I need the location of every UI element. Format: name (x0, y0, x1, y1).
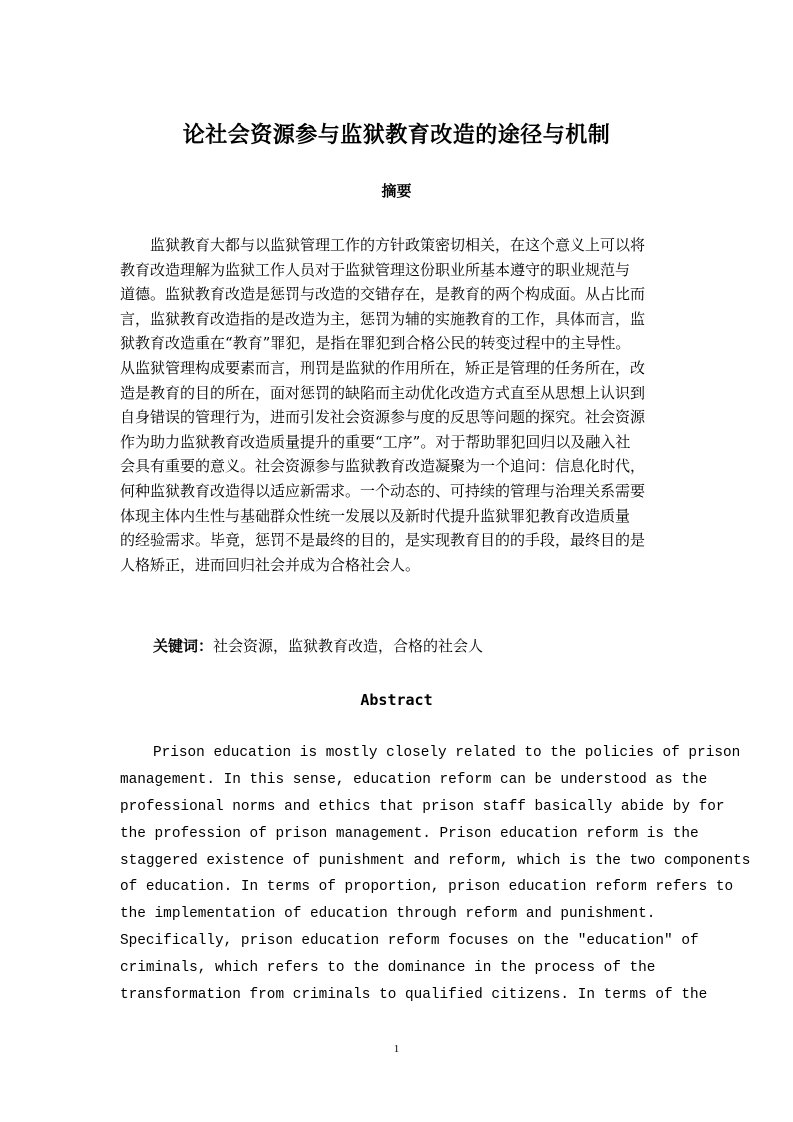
abstract-heading: 摘要 (381, 182, 412, 200)
abstract-line: 作为助力监狱教育改造质量提升的重要“工序”。对于帮助罪犯回归以及融入社 (120, 432, 631, 451)
english-abstract-line: of education. In terms of proportion, prison education reform refers to (120, 879, 734, 896)
abstract-line: 人格矫正，进而回归社会并成为合格社会人。 (120, 555, 421, 574)
english-abstract-line: the implementation of education through reform and punishment. (120, 906, 656, 923)
english-abstract-line: Specifically, prison education reform focuses on the "education" of (120, 933, 699, 950)
keywords-label: 关键词： (153, 637, 214, 655)
abstract-line: 造是教育的目的所在，面对惩罚的缺陷而主动优化改造方式直至从思想上认识到 (120, 383, 646, 402)
keywords-line (153, 634, 676, 658)
abstract-line: 道德。监狱教育改造是惩罚与改造的交错存在，是教育的两个构成面。从占比而 (120, 285, 646, 304)
abstract-line: 狱教育改造重在“教育”罪犯，是指在罪犯到合格公民的转变过程中的主导性。 (120, 334, 631, 353)
english-abstract-line: professional norms and ethics that prison staff basically abide by for (120, 798, 725, 815)
page-number: 1 (393, 1043, 400, 1055)
english-abstract-paragraph (120, 740, 751, 1009)
english-abstract-line: transformation from criminals to qualified citizens. In terms of the (120, 987, 708, 1004)
abstract-line: 监狱教育大都与以监狱管理工作的方针政策密切相关，在这个意义上可以将 (120, 236, 646, 254)
english-abstract-heading: Abstract (360, 691, 433, 709)
abstract-line: 会具有重要的意义。社会资源参与监狱教育改造凝聚为一个追问：信息化时代， (120, 457, 646, 476)
chinese-abstract-paragraph (120, 233, 676, 577)
english-abstract-line: management. In this sense, education reform can be understood as the (120, 771, 708, 788)
abstract-line: 的经验需求。毕竟，惩罚不是最终的目的，是实现教育目的的手段，最终目的是 (120, 531, 646, 550)
abstract-line: 从监狱管理构成要素而言，刑罚是监狱的作用所在，矫正是管理的任务所在，改 (120, 358, 646, 377)
keywords-text: 社会资源，监狱教育改造，合格的社会人 (213, 637, 484, 655)
document-title: 论社会资源参与监狱教育改造的途径与机制 (182, 123, 611, 148)
english-abstract-line: staggered existence of punishment and reform, which is the two components (120, 852, 751, 869)
english-abstract-line: the profession of prison management. Prison education reform is the (120, 825, 699, 842)
abstract-line: 教育改造理解为监狱工作人员对于监狱管理这份职业所基本遵守的职业规范与 (120, 260, 631, 279)
abstract-line: 言，监狱教育改造指的是改造为主，惩罚为辅的实施教育的工作，具体而言，监 (120, 309, 646, 328)
abstract-line: 自身错误的管理行为，进而引发社会资源参与度的反思等问题的探究。社会资源 (120, 408, 646, 427)
abstract-line: 何种监狱教育改造得以适应新需求。一个动态的、可持续的管理与治理关系需要 (120, 481, 646, 500)
abstract-line: 体现主体内生性与基础群众性统一发展以及新时代提升监狱罪犯教育改造质量 (120, 506, 631, 525)
english-abstract-line: criminals, which refers to the dominance in the process of the (120, 960, 656, 977)
english-abstract-line: Prison education is mostly closely related to the policies of prison (153, 745, 741, 761)
